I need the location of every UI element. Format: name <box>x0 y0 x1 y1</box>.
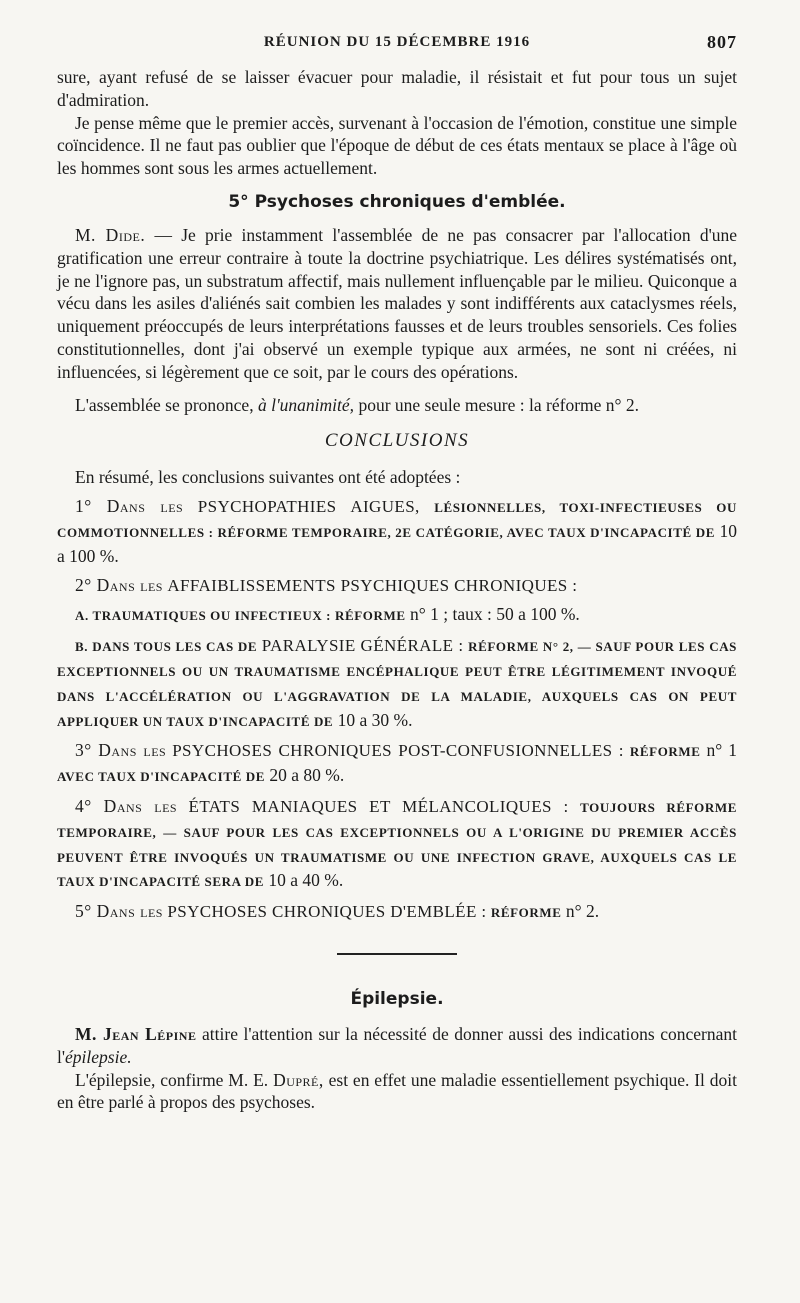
paragraph-vote <box>57 394 737 417</box>
conclusion-item-4 <box>57 795 737 894</box>
item-category: AFFAIBLISSEMENTS PSYCHIQUES CHRONIQUES : <box>167 575 578 595</box>
section-heading-epilepsie: Épilepsie. <box>350 988 444 1009</box>
running-title: RÉUNION DU 15 DÉCEMBRE 1916 <box>263 34 531 50</box>
section-divider <box>337 953 457 955</box>
item-lead: 3° Dans les <box>75 740 167 761</box>
item-number: n° 2. <box>565 901 600 922</box>
vote-text: L'assemblée se prononce, <box>75 394 254 415</box>
vote-unanimity: à l'unanimité, <box>257 394 355 415</box>
item-category: PARALYSIE GÉNÉRALE : <box>261 636 464 656</box>
item-category: PSYCHOSES CHRONIQUES D'EMBLÉE : <box>167 902 487 922</box>
item-category: PSYCHOSES CHRONIQUES POST-CONFUSIONNELLES : <box>172 741 624 761</box>
paragraph-dide-speech <box>57 224 737 384</box>
item-lead: 5° Dans les <box>75 901 163 922</box>
item-lead: 2° Dans les <box>75 574 163 595</box>
item-detail: RÉFORME <box>629 744 701 760</box>
item-rate: 10 a 30 %. <box>337 709 413 730</box>
paragraph-text: attire l'attention sur la nécessité de donner aussi des indications concernant l' <box>57 1023 737 1067</box>
item-lead: 1° Dans les <box>75 496 184 517</box>
paragraph-dupre <box>57 1069 737 1115</box>
conclusion-item-2 <box>57 574 737 598</box>
item-rate: n° 1 ; taux : 50 a 100 %. <box>409 604 580 625</box>
item-rate: 10 a 40 %. <box>268 870 344 891</box>
speaker-name: M. Jean Lépine <box>75 1023 197 1044</box>
vote-measure: pour une seule mesure : la réforme n° 2. <box>358 394 640 415</box>
item-detail: AVEC TAUX D'INCAPACITÉ DE <box>57 769 265 785</box>
item-rate: 10 a 100 %. <box>57 520 737 566</box>
emphasis-text: épilepsie. <box>65 1046 132 1067</box>
conclusions-title: CONCLUSIONS <box>324 430 470 452</box>
item-number: n° 1 <box>706 740 738 761</box>
item-category: ÉTATS MANIAQUES ET MÉLANCOLIQUES : <box>188 796 569 816</box>
item-category: PSYCHOPATHIES AIGUES, <box>197 497 420 517</box>
document-page <box>57 30 737 1114</box>
paragraph-continuation: sure, ayant refusé de se laisser évacuer pour maladie, il résistait et fut pour tous un sujet d'admiration. <box>57 67 737 110</box>
running-head <box>57 30 737 66</box>
item-detail: RÉFORME N° 2, — SAUF POUR LES CAS EXCEPTIONNELS OU UN TRAUMATISME ENCÉPHALIQUE PEUT ÊTRE LÉGITIMEMENT INVOQUÉ DANS L'ACCÉLÉRATION OU L'AGGRAVATION DE LA MALADIE, AUXQUELS CAS ON PEUT APPLIQUER UN TAUX D'INCAPACITÉ DE <box>57 639 738 729</box>
paragraph-text: est en effet une maladie essentiellement psychique. Il doit en être parlé à propos des psychoses. <box>57 1069 738 1113</box>
paragraph-text: L'épilepsie, confirme M. E. <box>75 1069 269 1090</box>
paragraph-lepine <box>57 1023 737 1069</box>
item-detail: RÉFORME <box>490 905 562 921</box>
conclusion-item-3 <box>57 739 737 789</box>
item-lead: 4° Dans les <box>75 795 178 816</box>
speaker-name: Dupré, <box>273 1069 324 1090</box>
conclusion-item-a <box>57 603 737 628</box>
section-heading-psychoses-chroniques: 5° Psychoses chroniques d'emblée. <box>228 191 566 212</box>
item-rate: 20 a 80 %. <box>269 765 345 786</box>
conclusion-item-b <box>57 634 737 733</box>
conclusion-item-1 <box>57 495 737 567</box>
item-lead: B. DANS TOUS LES CAS DE <box>75 639 258 655</box>
paragraph-first-access: Je pense même que le premier accès, survenant à l'occasion de l'émotion, constitue une simple coïncidence. Il ne faut pas oublier que l'époque de début de ces états mentaux se place à l'âge où les hommes sont sous les armes actuellement. <box>57 112 737 179</box>
speech-text: — Je prie instamment l'assemblée de ne pas consacrer par l'allocation d'une gratification une erreur contraire à toute la doctrine psychiatrique. Les délires systématisés ont, je ne l'ignore pas, un substratum affectif, mais nullement influençable par le milieu. Quiconque a vécu dans les asiles d'aliénés sait combien les malades y sont indifférents aux cataclysmes réels, uniquement préoccupés de leurs interprétations fausses et de leurs troubles sensoriels. Ces folies constitutionnelles, dont j'ai observé un exemple typique aux armées, ne sont ni créées, ni influencées, si légèrement que ce soit, par le cours des opérations. <box>57 224 737 382</box>
conclusions-intro: En résumé, les conclusions suivantes ont été adoptées : <box>75 467 461 488</box>
speaker-name: M. Dide. <box>75 224 146 245</box>
item-detail: TOUJOURS RÉFORME TEMPORAIRE, — SAUF POUR LES CAS EXCEPTIONNELS OU A L'ORIGINE DU PREMIER ACCÈS PEUVENT ÊTRE INVOQUÉS UN TRAUMATISME OU UNE INFECTION GRAVE, AUXQUELS CAS LE TAUX D'INCAPACITÉ SERA DE <box>57 799 738 890</box>
page-number: 807 <box>707 32 737 52</box>
item-detail: A. TRAUMATIQUES OU INFECTIEUX : RÉFORME <box>75 608 406 624</box>
item-detail: LÉSIONNELLES, TOXI-INFECTIEUSES OU COMMOTIONNELLES : RÉFORME TEMPORAIRE, 2E CATÉGORIE, AVEC TAUX D'INCAPACITÉ DE <box>57 500 738 540</box>
conclusion-item-5 <box>57 900 737 925</box>
